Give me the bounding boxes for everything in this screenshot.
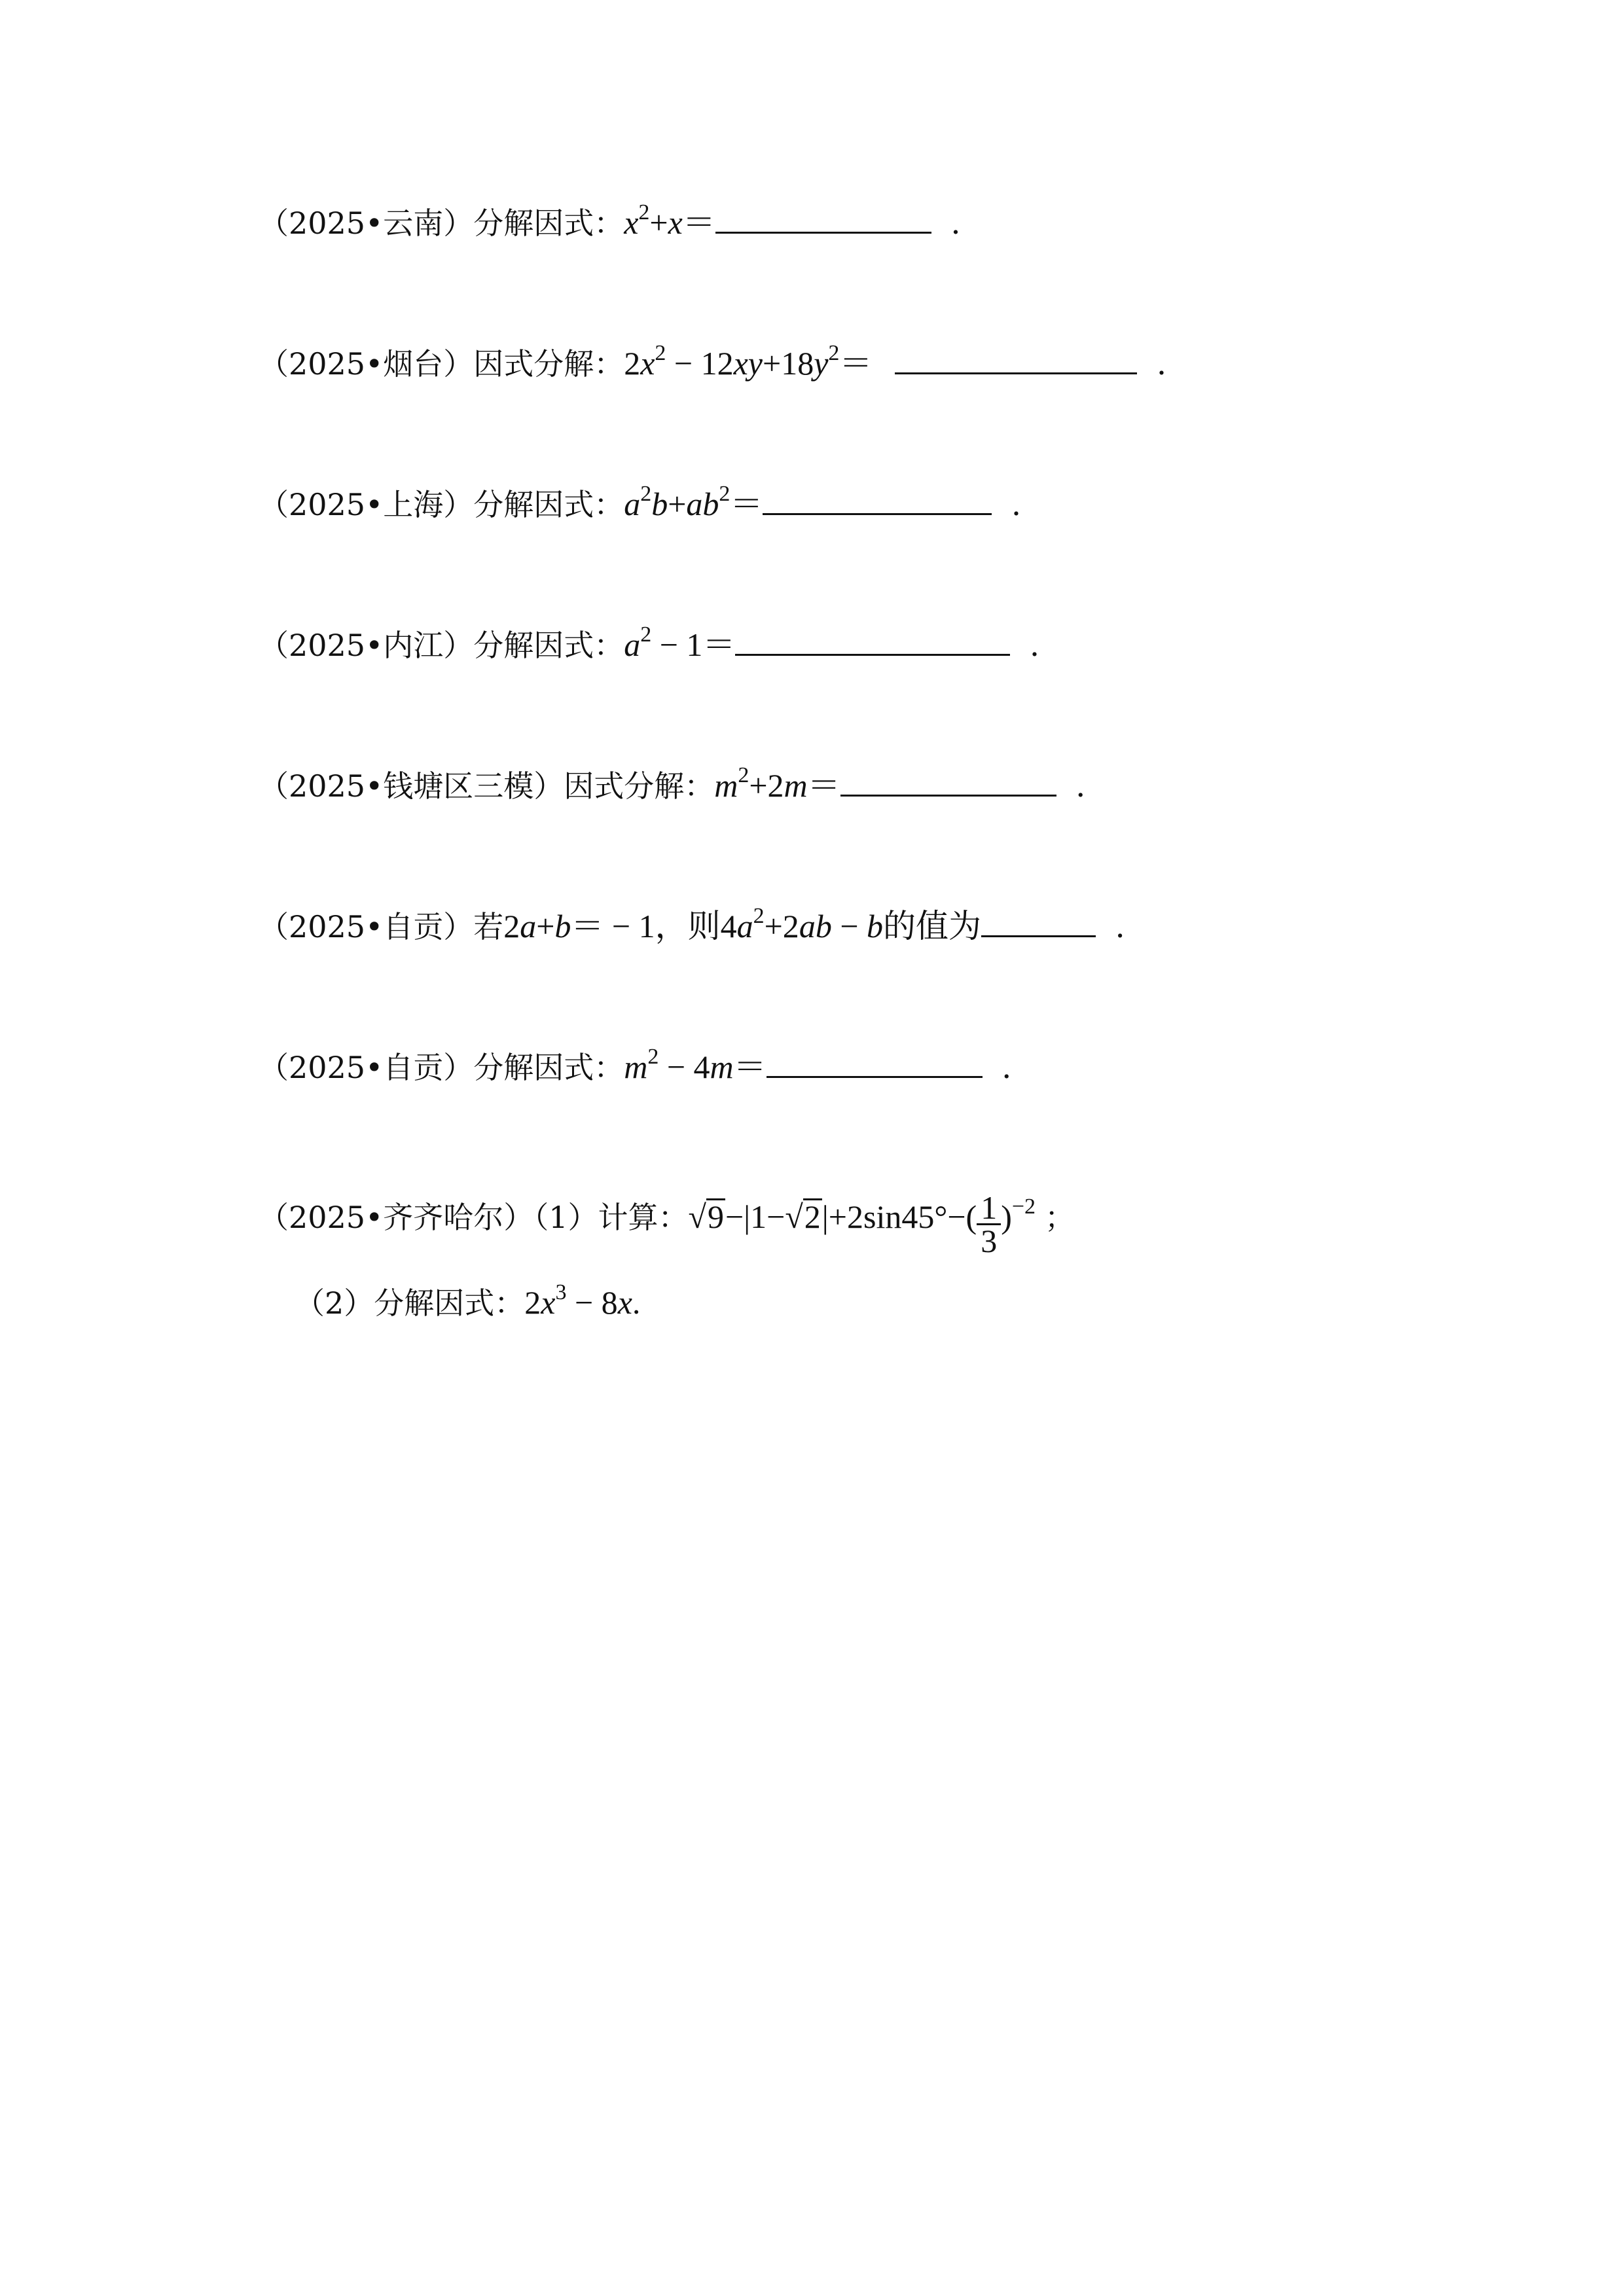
question-source: （2025•云南） [259, 206, 474, 241]
question-2 [259, 341, 1187, 384]
answer-blank[interactable] [981, 909, 1096, 937]
question-prompt: 分解因式： [473, 487, 624, 522]
answer-blank[interactable] [840, 768, 1056, 797]
question-1 [259, 200, 981, 243]
question-end-mark: ． [1115, 909, 1146, 944]
question-expression: 2a+b＝ − 1，则$4a^2+2ab - b$的值为 [503, 904, 982, 944]
question-5 [259, 763, 1106, 806]
question-source: （2025•内江） [259, 628, 474, 663]
part1-label: （1）计算： [533, 1199, 689, 1235]
question-end-mark: ． [1001, 1050, 1032, 1085]
question-expression: $x^2+x=$ [624, 200, 715, 241]
question-end-mark: ． [1075, 768, 1106, 804]
part1-end-mark: ； [1045, 1199, 1075, 1235]
question-prompt: 分解因式： [473, 1050, 624, 1085]
question-7 [259, 1047, 1032, 1087]
question-source: （2025•烟台） [259, 346, 474, 382]
question-source: （2025•自贡） [259, 1050, 474, 1085]
question-3 [259, 484, 1041, 524]
part2-expression: $2x^3 - 8x$. [524, 1280, 641, 1321]
question-end-mark: ． [950, 206, 981, 241]
question-expression: $a^2b+ab^2=$ [624, 482, 763, 522]
question-8-part-1 [259, 1188, 1075, 1259]
fraction-one-third: $\frac{1}{3}$ [977, 1192, 1001, 1257]
part2-label: （2）分解因式： [295, 1285, 525, 1321]
question-prompt: 分解因式： [473, 206, 624, 241]
question-4 [259, 622, 1060, 665]
question-prompt: 若 [473, 909, 504, 944]
question-end-mark: ． [1030, 628, 1060, 663]
question-source: （2025•钱塘区三模） [259, 768, 564, 804]
question-source: （2025•自贡） [259, 909, 474, 944]
question-expression: $2x^2 - 12xy+18y^2=$ [624, 341, 873, 382]
question-expression: $a^2 - 1=$ [624, 622, 736, 663]
sqrt-2: √2 [785, 1198, 821, 1235]
question-prompt: 因式分解： [564, 768, 715, 804]
question-source: （2025•上海） [259, 487, 474, 522]
question-source: （2025•齐齐哈尔） [259, 1199, 534, 1235]
answer-blank[interactable] [767, 1050, 983, 1078]
sqrt-9: √9 [688, 1198, 724, 1235]
question-8-part-2 [295, 1280, 641, 1323]
question-prompt: 分解因式： [473, 628, 624, 663]
question-expression: $m^2+2m=$ [714, 763, 840, 804]
answer-blank[interactable] [735, 628, 1010, 656]
question-end-mark: ． [1011, 487, 1042, 522]
answer-blank[interactable] [715, 206, 931, 234]
part1-expression: √9−|1−√2|+2sin45°−( $\frac{1}{3}$ )$^{-2}$ [688, 1189, 1036, 1259]
question-6 [259, 906, 1146, 946]
question-end-mark: ． [1157, 346, 1187, 382]
answer-blank[interactable] [763, 487, 992, 515]
question-prompt: 因式分解： [473, 346, 624, 382]
question-expression: $m^2 - 4m=$ [624, 1045, 767, 1085]
answer-blank[interactable] [895, 346, 1137, 374]
